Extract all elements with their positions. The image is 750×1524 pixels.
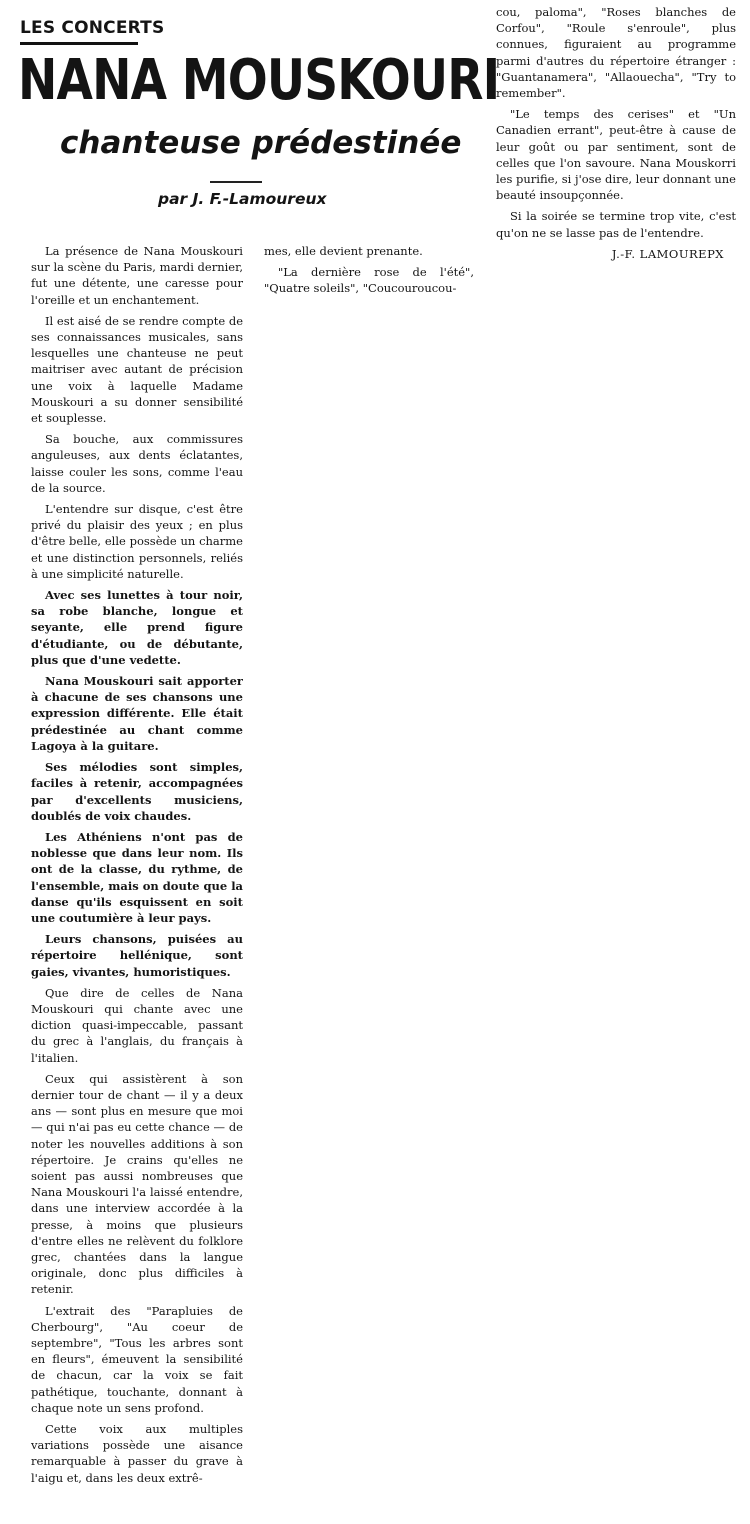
byline-divider [210, 181, 262, 183]
headline: NANA MOUSKOURI [18, 48, 500, 113]
article-column-3 [496, 4, 736, 262]
subheadline: chanteuse prédestinée [60, 125, 462, 161]
paragraph: Ceux qui assistèrent à son dernier tour de chant — il y a deux ans — sont plus en mesure que moi — qui n'ai pas eu cette chance — de noter les nouvelles additions à son répertoire. Je crains qu'elles ne soient pas aussi nombreuses que Nana Mouskouri l'a laissé entendre, dans une interview accordée à la presse, à moins que plusieurs d'entre elles ne relèvent du folklore grec, chantées dans la langue originale, donc plus difficiles à retenir. [31, 1071, 243, 1297]
paragraph: Cette voix aux multiples variations possède une aisance remarquable à passer du grave à l'aigu et, dans les deux extrê- [31, 1422, 243, 1485]
author-signature: J.-F. LAMOUREPX [611, 246, 724, 261]
paragraph: Sa bouche, aux commissures anguleuses, aux dents éclatantes, laisse couler les sons, comme l'eau de la source. [31, 432, 243, 495]
paragraph: Leurs chansons, puisées au répertoire hellénique, sont gaies, vivantes, humoristiques. [31, 932, 243, 979]
paragraph: Avec ses lunettes à tour noir, sa robe blanche, longue et seyante, elle prend figure d'étudiante, ou de débutante, plus que d'une vedette. [31, 588, 243, 667]
paragraph: cou, paloma", "Roses blanches de Corfou", "Roule s'enroule", plus connues, figuraient au programme parmi d'autres du répertoire étranger : "Guantanamera", "Allaouecha", "Try to remember". [496, 5, 736, 101]
paragraph: Si la soirée se termine trop vite, c'est qu'on ne se lasse pas de l'entendre. [496, 209, 736, 240]
paragraph: Que dire de celles de Nana Mouskouri qui chante avec une diction quasi-impeccable, passant du grec à l'anglais, du français à l'italien. [31, 985, 243, 1065]
paragraph: Les Athéniens n'ont pas de noblesse que dans leur nom. Ils ont de la classe, du rythme, de l'ensemble, mais on doute que la danse qu'ils esquissent en soit une coutumière à leur pays. [31, 829, 243, 925]
paragraph: L'entendre sur disque, c'est être privé du plaisir des yeux ; en plus d'être belle, elle possède un charme et une distinction personnels, reliés à une simplicité naturelle. [31, 502, 243, 581]
paragraph: Ses mélodies sont simples, faciles à retenir, accompagnées par d'excellents musiciens, doublés de voix chaudes. [31, 760, 243, 823]
byline: par J. F.-Lamoureux [158, 190, 327, 208]
paragraph: "Le temps des cerises" et "Un Canadien errant", peut-être à cause de leur goût ou par sentiment, sont de celles que l'on savoure. Nana Mouskorri les purifie, si j'ose dire, leur donnant une beauté insoupçonnée. [496, 107, 736, 203]
paragraph: La présence de Nana Mouskouri sur la scène du Paris, mardi dernier, fut une détente, une caresse pour l'oreille et un enchantement. [31, 244, 243, 307]
paragraph: "La dernière rose de l'été", "Quatre soleils", "Coucouroucou- [264, 265, 474, 296]
paragraph: Nana Mouskouri sait apporter à chacune de ses chansons une expression différente. Elle était prédestinée au chant comme Lagoya à la guitare. [31, 674, 243, 753]
paragraph: L'extrait des "Parapluies de Cherbourg", "Au coeur de septembre", "Tous les arbres sont en fleurs", émeuvent la sensibilité de chacun, car la voix se fait pathétique, touchante, donnant à chaque note un sens profond. [31, 1303, 243, 1415]
paragraph: mes, elle devient prenante. [264, 244, 423, 258]
article-column-1 [31, 243, 243, 1524]
section-label: LES CONCERTS [20, 18, 138, 45]
article-column-2 [264, 243, 474, 302]
paragraph: Il est aisé de se rendre compte de ses connaissances musicales, sans lesquelles une chanteuse ne peut maitriser avec autant de précision une voix à laquelle Madame Mouskouri a su donner sensibilité et souplesse. [31, 313, 243, 426]
